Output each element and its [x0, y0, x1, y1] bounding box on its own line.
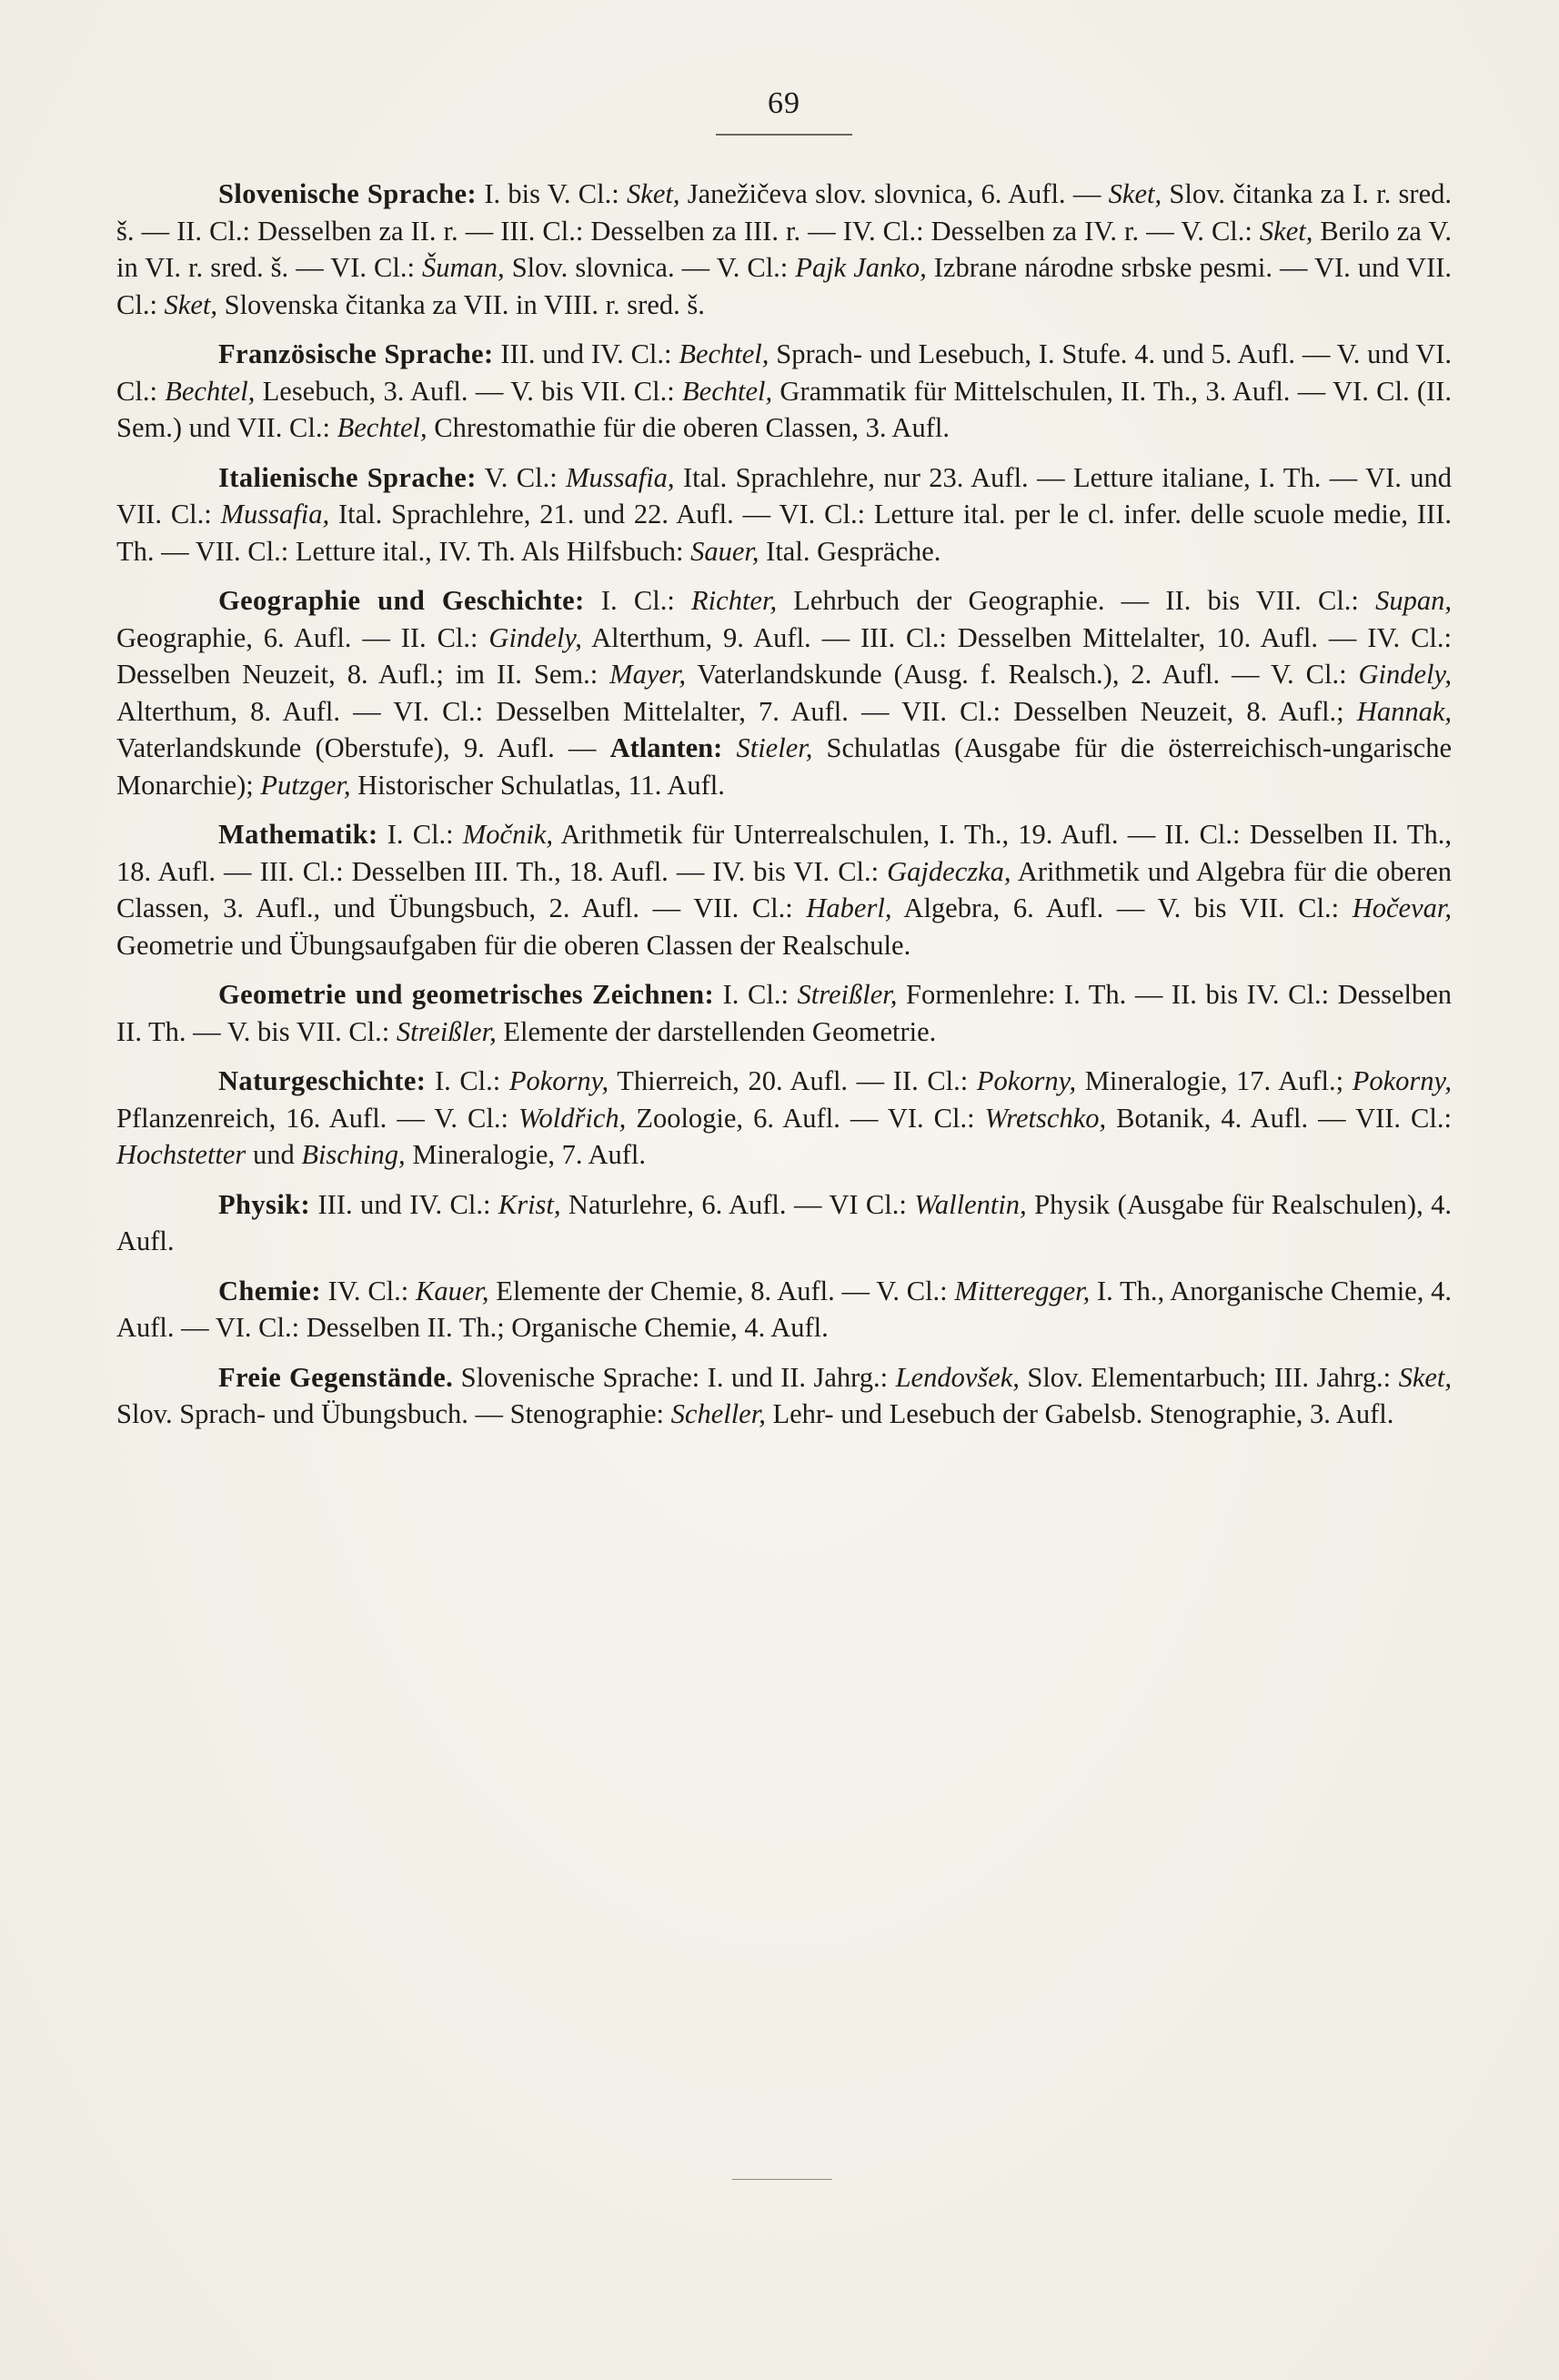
book-text: I. Cl.:: [714, 979, 798, 1010]
subject-paragraph: [116, 459, 1452, 570]
subject-heading: Chemie:: [218, 1275, 321, 1306]
subject-paragraph: [116, 176, 1452, 323]
book-text: Slov. čitanka za I. r. sred. š. — II. Cl.: Desselben za II. r. — III. Cl.: Desselben za III. r. — IV. Cl.: Desselben za IV. r. — V. Cl.:: [116, 178, 1452, 247]
book-text: Arithmetik und Algebra für die oberen Classen, 3. Aufl., und Übungsbuch, 2. Aufl. — VII. Cl.:: [116, 855, 1452, 923]
subject-heading: Freie Gegenstände.: [218, 1361, 454, 1393]
book-text: Schulatlas (Ausgabe für die österreichisch-ungarische Monarchie);: [116, 732, 1452, 801]
book-text: Chrestomathie für die oberen Classen, 3. Aufl.: [427, 412, 950, 443]
book-text: Vaterlandskunde (Ausg. f. Realsch.), 2. Aufl. — V. Cl.:: [686, 659, 1359, 690]
book-text: Elemente der darstellenden Geometrie.: [496, 1015, 937, 1047]
author-name: Bechtel,: [337, 412, 427, 443]
book-text: Slovenska čitanka za VII. in VIII. r. sred. š.: [216, 288, 705, 320]
book-text: Lesebuch, 3. Aufl. — V. bis VII. Cl.:: [255, 375, 683, 407]
author-name: Wallentin,: [914, 1188, 1027, 1220]
book-text: Naturlehre, 6. Aufl. — VI Cl.:: [560, 1188, 915, 1220]
book-text: Berilo za V. in VI. r. sred. š. — VI. Cl.:: [116, 215, 1452, 283]
book-text: IV. Cl.:: [320, 1275, 417, 1306]
subject-heading: Italienische Sprache:: [218, 461, 477, 493]
author-name: Hannak,: [1356, 695, 1452, 727]
book-text: Historischer Schulatlas, 11. Aufl.: [350, 769, 725, 801]
author-name: Lendovšek,: [895, 1361, 1020, 1393]
book-text: I. Cl.:: [377, 819, 463, 850]
book-text: Slov. Sprach- und Übungsbuch. — Stenographie:: [116, 1398, 671, 1429]
subject-heading: Slovenische Sprache:: [218, 178, 478, 209]
book-text: Pflanzenreich, 16. Aufl. — V. Cl.:: [116, 1102, 518, 1134]
bold-term: Atlanten:: [609, 732, 723, 763]
author-name: Pokorny,: [508, 1065, 609, 1096]
subject-paragraph: [116, 1359, 1452, 1433]
author-name: Mitteregger,: [954, 1275, 1091, 1306]
author-name: Sket,: [1398, 1361, 1452, 1393]
author-name: Sket,: [164, 288, 217, 320]
author-name: Bechtel,: [679, 338, 769, 369]
book-text: Thierreich, 20. Aufl. — II. Cl.:: [609, 1065, 977, 1096]
book-text: I. Th., Anorganische Chemie, 4. Aufl. — VI. Cl.: Desselben II. Th.; Organische Chemie, 4. Aufl.: [116, 1275, 1452, 1343]
book-text: Slov. Elementarbuch; III. Jahrg.:: [1019, 1361, 1399, 1393]
author-name: Stieler,: [736, 732, 813, 763]
book-text: Slov. slovnica. — V. Cl.:: [504, 252, 796, 283]
book-text: Izbrane národne srbske pesmi. — VI. und VII. Cl.:: [116, 252, 1453, 320]
book-text: Mineralogie, 17. Aufl.;: [1076, 1065, 1353, 1096]
book-text: Lehr- und Lesebuch der Gabelsb. Stenographie, 3. Aufl.: [765, 1398, 1394, 1429]
book-text: I. Cl.:: [426, 1065, 509, 1096]
book-text: Vaterlandskunde (Oberstufe), 9. Aufl. —: [116, 732, 610, 763]
author-name: Hochstetter: [116, 1139, 246, 1170]
author-name: Haberl,: [806, 892, 892, 923]
author-name: Kauer,: [416, 1275, 489, 1306]
book-text: Alterthum, 8. Aufl. — VI. Cl.: Desselben Mittelalter, 7. Aufl. — VII. Cl.: Desselben Neuzeit, 8. Aufl.;: [116, 695, 1357, 727]
book-text: I. bis V. Cl.:: [477, 178, 628, 209]
subject-paragraph: [116, 1273, 1452, 1346]
book-text: Alterthum, 9. Aufl. — III. Cl.: Desselben Mittelalter, 10. Aufl. — IV. Cl.: Desselben Neuzeit, 8. Aufl.; im II. Sem.:: [116, 621, 1452, 690]
author-name: Močnik,: [462, 819, 553, 850]
subject-paragraph: [116, 976, 1452, 1050]
subject-paragraph: [116, 1063, 1452, 1174]
subject-paragraph: [116, 1186, 1452, 1260]
author-name: Gindely,: [1358, 659, 1452, 690]
author-name: Streißler,: [396, 1015, 497, 1047]
book-text: Ital. Sprachlehre, nur 23. Aufl. — Letture italiane, I. Th. — VI. und VII. Cl.:: [116, 461, 1452, 529]
author-name: Supan,: [1375, 585, 1453, 616]
book-text: Mineralogie, 7. Aufl.: [405, 1139, 646, 1170]
book-text: Janežičeva slov. slovnica, 6. Aufl. —: [679, 178, 1109, 209]
subject-heading: Physik:: [218, 1188, 311, 1220]
book-text: Ital. Gespräche.: [759, 535, 941, 567]
book-text: Geometrie und Übungsaufgaben für die oberen Classen der Realschule.: [116, 929, 911, 961]
author-name: Sket,: [1259, 215, 1313, 247]
author-name: Krist,: [498, 1188, 561, 1220]
author-name: Mayer,: [609, 659, 687, 690]
book-text: I. Cl.:: [584, 585, 692, 616]
author-name: Scheller,: [670, 1398, 766, 1429]
book-text: Lehrbuch der Geographie. — II. bis VII. Cl.:: [777, 585, 1376, 616]
author-name: Bechtel,: [165, 375, 256, 407]
book-text: Ital. Sprachlehre, 21. und 22. Aufl. — VI. Cl.: Letture ital. per le cl. infer. delle scuole medie, III. Th. — VII. Cl.: Letture ital., IV. Th. Als Hilfsbuch:: [116, 499, 1452, 567]
author-name: Hočevar,: [1352, 892, 1452, 923]
author-name: Pokorny,: [976, 1065, 1077, 1096]
book-text: Formenlehre: I. Th. — II. bis IV. Cl.: Desselben II. Th. — V. bis VII. Cl.:: [116, 979, 1452, 1047]
author-name: Pokorny,: [1352, 1065, 1453, 1096]
subject-heading: Geometrie und geometrisches Zeichnen:: [218, 979, 715, 1010]
author-name: Mussafia,: [566, 461, 675, 493]
book-text: Zoologie, 6. Aufl. — VI. Cl.:: [626, 1102, 985, 1134]
book-text: V. Cl.:: [476, 461, 567, 493]
author-name: Bisching,: [301, 1139, 406, 1170]
subject-paragraph: [116, 582, 1452, 803]
author-name: Sket,: [627, 178, 680, 209]
book-text: Elemente der Chemie, 8. Aufl. — V. Cl.:: [488, 1275, 955, 1306]
author-name: Mussafia,: [220, 499, 330, 529]
author-name: Pajk Janko,: [795, 252, 927, 283]
author-name: Woldřich,: [518, 1102, 627, 1134]
author-name: Sket,: [1108, 178, 1162, 209]
author-name: Streißler,: [797, 979, 898, 1010]
book-text: III. und IV. Cl.:: [310, 1188, 498, 1220]
subject-heading: Französische Sprache:: [218, 338, 494, 369]
author-name: Sauer,: [690, 535, 759, 567]
book-text: und: [246, 1139, 302, 1170]
author-name: Bechtel,: [682, 375, 773, 407]
book-text: Algebra, 6. Aufl. — V. bis VII. Cl.:: [891, 892, 1353, 923]
book-text: Geographie, 6. Aufl. — II. Cl.:: [116, 621, 489, 653]
textbook-list: [116, 176, 1452, 1433]
book-text: III. und IV. Cl.:: [493, 338, 679, 369]
subject-paragraph: [116, 816, 1452, 963]
page-number-rule: [716, 134, 852, 136]
book-text: Arithmetik für Unterrealschulen, I. Th., 19. Aufl. — II. Cl.: Desselben II. Th., 18. Aufl. — III. Cl.: Desselben III. Th., 18. Aufl. — IV. bis VI. Cl.:: [116, 819, 1452, 887]
author-name: Gajdeczka,: [887, 855, 1011, 887]
page-number: 69: [768, 86, 800, 120]
subject-paragraph: [116, 336, 1452, 447]
book-text: Slovenische Sprache: I. und II. Jahrg.:: [453, 1361, 896, 1393]
author-name: Richter,: [691, 585, 778, 616]
subject-heading: Naturgeschichte:: [218, 1065, 427, 1096]
author-name: Šuman,: [422, 252, 505, 283]
author-name: Wretschko,: [984, 1102, 1107, 1134]
bottom-rule: [732, 2179, 832, 2180]
subject-heading: Geographie und Geschichte:: [218, 585, 585, 616]
book-text: Physik (Ausgabe für Realschulen), 4. Aufl.: [116, 1188, 1453, 1256]
author-name: Putzger,: [260, 769, 351, 801]
subject-heading: Mathematik:: [218, 819, 378, 850]
book-text: [722, 732, 736, 763]
book-text: Sprach- und Lesebuch, I. Stufe. 4. und 5. Aufl. — V. und VI. Cl.:: [116, 338, 1453, 407]
book-text: Botanik, 4. Aufl. — VII. Cl.:: [1106, 1102, 1452, 1134]
book-text: Grammatik für Mittelschulen, II. Th., 3. Aufl. — VI. Cl. (II. Sem.) und VII. Cl.:: [116, 375, 1452, 443]
author-name: Gindely,: [488, 621, 582, 653]
